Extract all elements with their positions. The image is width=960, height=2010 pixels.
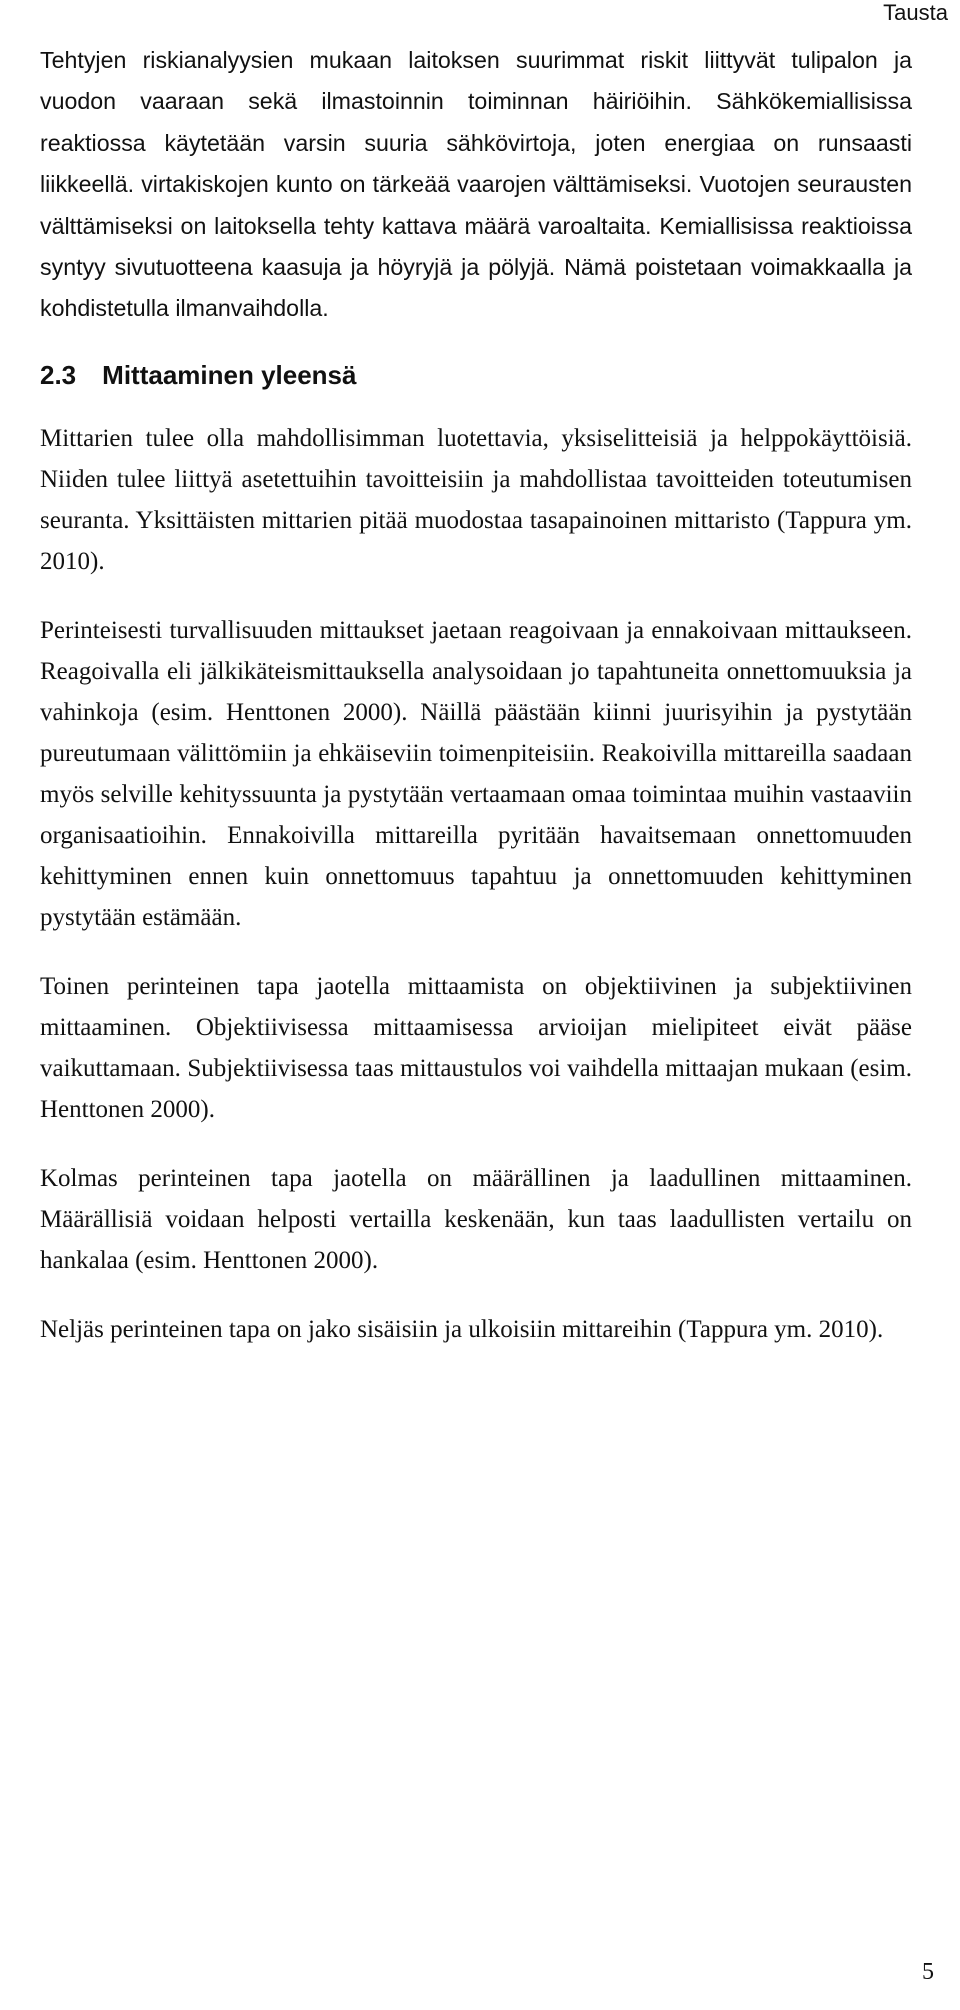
- section-heading: [40, 358, 912, 392]
- paragraph-quantitative-qualitative: Kolmas perinteinen tapa jaotella on määrällinen ja laadullinen mittaaminen. Määrällisiä voidaan helposti vertailla keskenään, kun taas laadullisten vertailu on hankalaa (esim. Henttonen 2000).: [40, 1164, 912, 1274]
- paragraph-reactive-proactive: Perinteisesti turvallisuuden mittaukset jaetaan reagoivaan ja ennakoivaan mittaukseen. Reagoivalla eli jälkikäteismittauksella analysoidaan jo tapahtuneita onnettomuuksia ja vahinkoja (esim. Henttonen 2000). Näillä päästään kiinni juurisyihin ja pystytään pureutumaan välittömiin ja ehkäiseviin toimenpiteisiin. Reakoivilla mittareilla saadaan myös selville kehityssuunta ja pystytään vertaamaan omaa toimintaa muihin vastaaviin organisaatioihin. Ennakoivilla mittareilla pyritään havaitsemaan onnettomuuden kehittyminen ennen kuin onnettomuus tapahtuu ja onnettomuuden kehittyminen pystytään estämään.: [40, 616, 912, 931]
- paragraph-risk-analysis: Tehtyjen riskianalyysien mukaan laitoksen suurimmat riskit liittyvät tulipalon ja vuodon vaaraan sekä ilmastoinnin toiminnan häiriöihin. Sähkökemiallisissa reaktiossa käytetään varsin suuria sähkövirtoja, joten energiaa on runsaasti liikkeellä. virtakiskojen kunto on tärkeää vaarojen välttämiseksi. Vuotojen seurausten välttämiseksi on laitoksella tehty kattava määrä varoaltaita. Kemiallisissa reaktioissa syntyy sivutuotteena kaasuja ja höyryjä ja pölyjä. Nämä poistetaan voimakkaalla ja kohdistetulla ilmanvaihdolla.: [40, 47, 912, 322]
- section-title: Mittaaminen yleensä: [102, 359, 357, 390]
- paragraph-objective-subjective: Toinen perinteinen tapa jaotella mittaamista on objektiivinen ja subjektiivinen mittaaminen. Objektiivisessa mittaamisessa arvioijan mielipiteet eivät pääse vaikuttamaan. Subjektiivisessa taas mittaustulos voi vaihdella mittaajan mukaan (esim. Henttonen 2000).: [40, 972, 912, 1123]
- paragraph-measurement-requirements: Mittarien tulee olla mahdollisimman luotettavia, yksiselitteisiä ja helppokäyttöisiä. Niiden tulee liittyä asetettuihin tavoitteisiin ja mahdollistaa tavoitteiden toteutumisen seuranta. Yksittäisten mittarien pitää muodostaa tasapainoinen mittaristo (Tappura ym. 2010).: [40, 424, 912, 575]
- page-content: [40, 40, 912, 1378]
- page-number: 5: [922, 1959, 934, 1985]
- section-number: 2.3: [40, 359, 77, 390]
- running-header: Tausta: [883, 0, 948, 25]
- paragraph-internal-external: Neljäs perinteinen tapa on jako sisäisiin ja ulkoisiin mittareihin (Tappura ym. 2010).: [40, 1315, 884, 1343]
